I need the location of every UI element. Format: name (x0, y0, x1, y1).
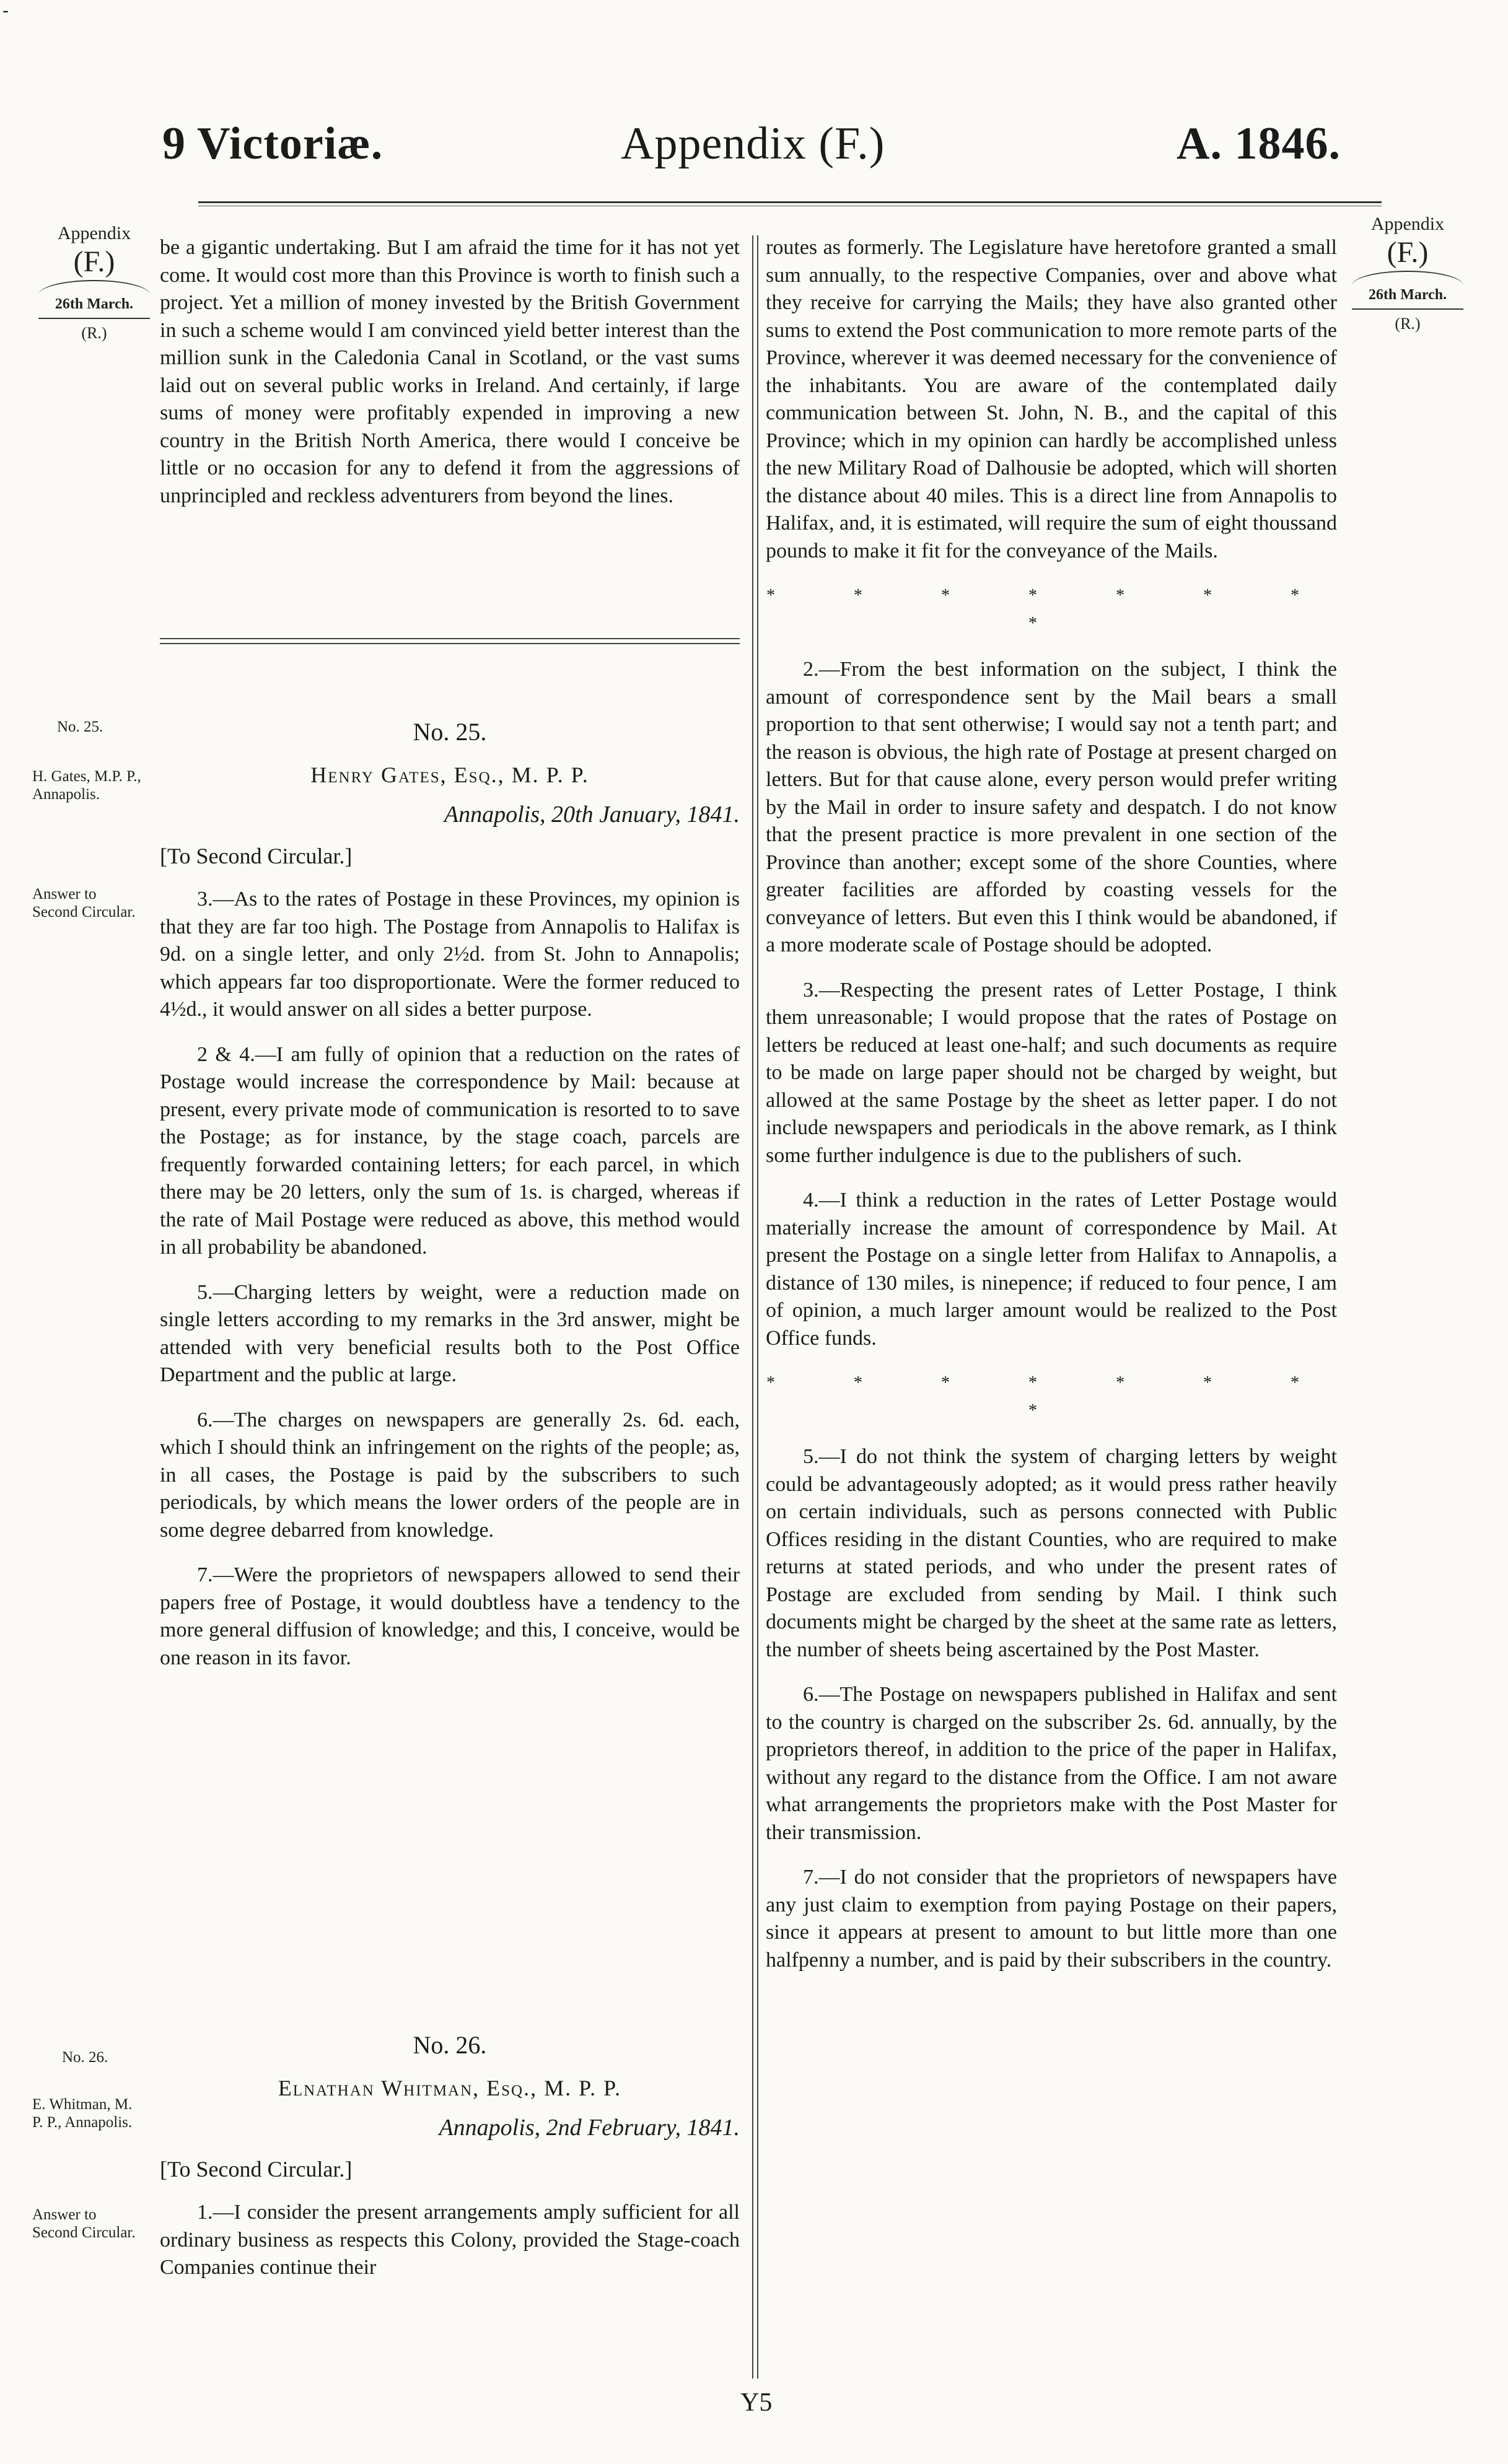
margin-marker: (R.) (81, 324, 107, 343)
margin-marker-right: (R.) (1395, 315, 1421, 333)
header-appendix: Appendix (F.) (621, 118, 885, 169)
section-stars-1: * * * * * * * * (766, 586, 1336, 633)
margin-appendix-letter-right: (F.) (1387, 235, 1429, 269)
doc26-answer-1: 1.—I consider the present arrangements amply sufficient for all ordinary business as respects this Colony, provided the Stage-coach Companies continue their (160, 2201, 740, 2279)
doc25-circular: [To Second Circular.] (160, 843, 353, 868)
doc26-answer-6: 6.—The Postage on newspapers published in Halifax and sent to the country is charged on the subscriber 2s. 6d. annually, by the proprietors thereof, in addition to the price of the paper in Halifax, without any regard to the distance from the Office. I am not aware what arrangements the proprietors make with the Post Master for their transmission. (766, 1683, 1337, 1844)
doc25-answer-5: 5.—Charging letters by weight, were a reduction made on single letters according to my remarks in the 3rd answer, might be attended with very beneficial results both to the Post Office Department and the public at large. (160, 1280, 740, 1386)
margin-no25: No. 25. (57, 719, 103, 735)
left-column-doc25 (160, 700, 740, 1689)
margin-gates: H. Gates, M.P. P., Annapolis. (32, 768, 141, 803)
margin-brace (38, 280, 150, 295)
doc25-answer-7: 7.—Were the proprietors of newspapers allowed to send their papers free of Postage, it would doubtless have a tendency to the more general diffusion of knowledge; and this, I conceive, would be one reason in its favor. (160, 1563, 740, 1669)
left-column (160, 234, 740, 527)
left-column-doc26 (160, 2032, 740, 2299)
page-folio: Y5 (740, 2388, 773, 2417)
doc25-dateline: Annapolis, 20th January, 1841. (444, 802, 740, 828)
header-session: 9 Victoriæ. (162, 118, 384, 169)
doc26-answer-5: 5.—I do not think the system of charging letters by weight could be advantageously adopted; as it would press rather heavily on certain individuals, such as persons connected with Public Offices residing in the distant Counties, who are required to make returns at stated periods, and who under the present rates of Postage are excluded from sending by Mail. I think such documents might be charged by the sheet at the same rate as letters, the number of sheets being ascertained by the Post Master. (766, 1445, 1337, 1661)
column-divider (752, 235, 758, 2379)
margin-answer-2: Answer to Second Circular. (32, 2206, 136, 2241)
doc26-answer-3: 3.—Respecting the present rates of Letter Postage, I think them unreasonable; I would propose that the rates of Postage on letters be reduced at least one-half; and such documents as require to be made on large paper should not be charged by weight, but allowed at the same Postage by the sheet as letter paper. I do not include newspapers and periodicals in the above remark, as I think some further indulgence is due to the publishers of such. (766, 978, 1337, 1167)
doc26-addressee: Elnathan Whitman, Esq., M. P. P. (278, 2075, 622, 2100)
margin-date: 26th March. (55, 295, 134, 312)
doc26-answer-4: 4.—I think a reduction in the rates of Letter Postage would materially increase the amount of correspondence by Mail. At present the Postage on a single letter from Halifax to Annapolis, a distance of 130 miles, is ninepence; if reduced to four pence, I am of opinion, a much larger amount would be realized to the Post Office funds. (766, 1189, 1337, 1350)
doc26-answer-7: 7.—I do not consider that the proprietors of newspapers have any just claim to exemption from paying Postage on their papers, since it appears at present to amount to but little more than one halfpenny a number, and is paid by their subscribers in the country. (766, 1866, 1337, 1972)
doc25-answer-6: 6.—The charges on newspapers are generally 2s. 6d. each, which I should think an infringement on the rights of the people; as, in all cases, the Postage is paid by the subscribers to such periodicals, by which means the lower orders of the people are in some degree debarred from knowledge. (160, 1408, 740, 1542)
margin-appendix-right (1352, 214, 1463, 333)
margin-whitman: E. Whitman, M. P. P., Annapolis. (32, 2096, 133, 2131)
margin-appendix-left (38, 223, 150, 343)
margin-appendix-label: Appendix (57, 223, 131, 243)
doc26-circular: [To Second Circular.] (160, 2156, 353, 2182)
right-intro-paragraph: routes as formerly. The Legislature have heretofore granted a small sum annually, to the respective Companies, over and above what they receive for carrying the Mails; they have also granted other sums to extend the Post communication to more remote parts of the Province, wherever it was deemed necessary for the convenience of the inhabitants. You are aware of the contemplated daily communication between St. John, N. B., and the capital of this Province; which in my opinion can hardly be accomplished unless the new Military Road of Dalhousie be adopted, which will shorten the distance about 40 miles. This is a direct line from Annapolis to Halifax, and, it is estimated, will require the sum of eight thoussand pounds to make it fit for the conveyance of the Mails. (766, 236, 1337, 562)
margin-appendix-label-right: Appendix (1370, 214, 1445, 234)
header-rule (198, 201, 1382, 206)
doc25-addressee: Henry Gates, Esq., M. P. P. (310, 762, 589, 787)
margin-rule-right (1352, 308, 1463, 310)
doc25-answer-2-4: 2 & 4.—I am fully of opinion that a reduction on the rates of Postage would increase the correspondence by Mail: because at present, every private mode of communication is resorted to to save the Postage; as for instance, by the stage coach, parcels are frequently forwarded containing letters; for each parcel, in which there may be 20 letters, only the sum of 1s. is charged, whereas if the rate of Mail Postage were reduced as above, this method would in all probability be abandoned. (160, 1042, 740, 1259)
margin-answer-1: Answer to Second Circular. (32, 886, 136, 920)
margin-no26: No. 26. (62, 2049, 108, 2066)
right-column (766, 234, 1337, 1991)
margin-brace-right (1352, 271, 1463, 286)
margin-rule (38, 318, 150, 319)
left-intro-paragraph: be a gigantic undertaking. But I am afraid the time for it has not yet come. It would cost more than this Province is worth to finish such a project. Yet a million of money invested by the British Government in such a scheme would I am convinced yield better interest than the million sunk in the Caledonia Canal in Scotland, or the vast sums laid out on several public works in Ireland. And certainly, if large sums of money were profitably expended in improving a new country in the British North America, there would I conceive be little or no occasion for any to defend it from the aggressions of unprincipled and reckless adventurers from beyond the lines. (160, 236, 740, 507)
left-section-rule (160, 638, 740, 644)
margin-appendix-letter: (F.) (73, 245, 115, 278)
margin-date-right: 26th March. (1368, 286, 1447, 303)
doc25-number: No. 25. (413, 718, 487, 746)
doc26-number: No. 26. (413, 2031, 487, 2059)
header-year: A. 1846. (1177, 118, 1341, 169)
doc26-answer-2: 2.—From the best information on the subject, I think the amount of correspondence sent by the Mail bears a small proportion to that sent otherwise; I would say not a tenth part; and the reason is obvious, the high rate of Postage at present charged on letters. But for that cause alone, every person would prefer writing by the Mail in order to insure safety and despatch. I do not know that the present practice is more prevalent in one section of the Province than another; except some of the shore Counties, where greater facilities are afforded by coasting vessels for the conveyance of letters. But even this I think would be abandoned, if a more moderate scale of Postage should be adopted. (766, 658, 1337, 956)
doc26-dateline: Annapolis, 2nd February, 1841. (439, 2115, 740, 2141)
section-stars-2: * * * * * * * * (766, 1373, 1336, 1420)
top-mark: - (2, 0, 9, 22)
doc25-answer-3: 3.—As to the rates of Postage in these Provinces, my opinion is that they are far too high. The Postage from Annapolis to Halifax is 9d. on a single letter, and only 2½d. from St. John to Annapolis; which appears far too disproportionate. Were the former reduced to 4½d., it would answer on all sides a better purpose. (160, 888, 740, 1021)
